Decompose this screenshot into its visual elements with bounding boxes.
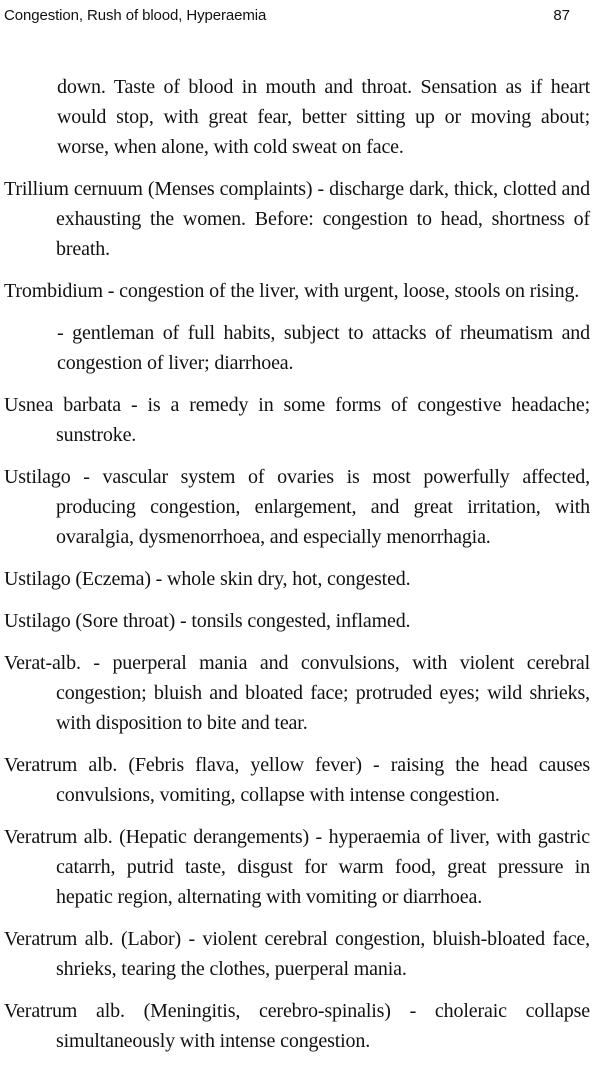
entry-veratrum-alb-meningitis: Veratrum alb. (Meningitis, cerebro-spinalis) - choleraic collapse simultaneously with intense congestion. (4, 1000, 590, 1052)
running-header (0, 4, 600, 30)
entry-continuation: down. Taste of blood in mouth and throat. Sensation as if heart would stop, with great fear, better sitting up or moving about; worse, when alone, with cold sweat on face. (57, 76, 590, 158)
entry-trombidium: Trombidium - congestion of the liver, with urgent, loose, stools on rising. (4, 280, 580, 302)
entry-verat-alb: Verat-alb. - puerperal mania and convulsions, with violent cerebral congestion; bluish and bloated face; protruded eyes; wild shrieks, with disposition to bite and tear. (4, 652, 590, 734)
entry-ustilago-eczema: Ustilago (Eczema) - whole skin dry, hot, congested. (4, 568, 411, 590)
running-title: Congestion, Rush of blood, Hyperaemia (4, 7, 267, 24)
entry-trombidium-sub: - gentleman of full habits, subject to attacks of rheumatism and congestion of liver; diarrhoea. (57, 322, 590, 374)
entry-veratrum-alb-labor: Veratrum alb. (Labor) - violent cerebral congestion, bluish-bloated face, shrieks, tearing the clothes, puerperal mania. (4, 928, 590, 980)
entry-ustilago: Ustilago - vascular system of ovaries is most powerfully affected, producing congestion, enlargement, and great irritation, with ovaralgia, dysmenorrhoea, and especially menorrhagia. (4, 466, 590, 548)
entry-veratrum-alb-hepatic: Veratrum alb. (Hepatic derangements) - hyperaemia of liver, with gastric catarrh, putrid taste, disgust for warm food, great pressure in hepatic region, alternating with vomiting or diarrhoea. (4, 826, 590, 908)
page-number: 87 (553, 7, 570, 24)
entry-veratrum-alb-febris-flava: Veratrum alb. (Febris flava, yellow fever) - raising the head causes convulsions, vomiting, collapse with intense congestion. (4, 754, 590, 806)
entry-trillium-cernuum: Trillium cernuum (Menses complaints) - discharge dark, thick, clotted and exhausting the women. Before: congestion to head, shortness of breath. (4, 178, 590, 260)
entry-usnea-barbata: Usnea barbata - is a remedy in some forms of congestive headache; sunstroke. (4, 394, 590, 446)
page-body (0, 72, 600, 1068)
entry-ustilago-sore-throat: Ustilago (Sore throat) - tonsils congested, inflamed. (4, 610, 411, 632)
